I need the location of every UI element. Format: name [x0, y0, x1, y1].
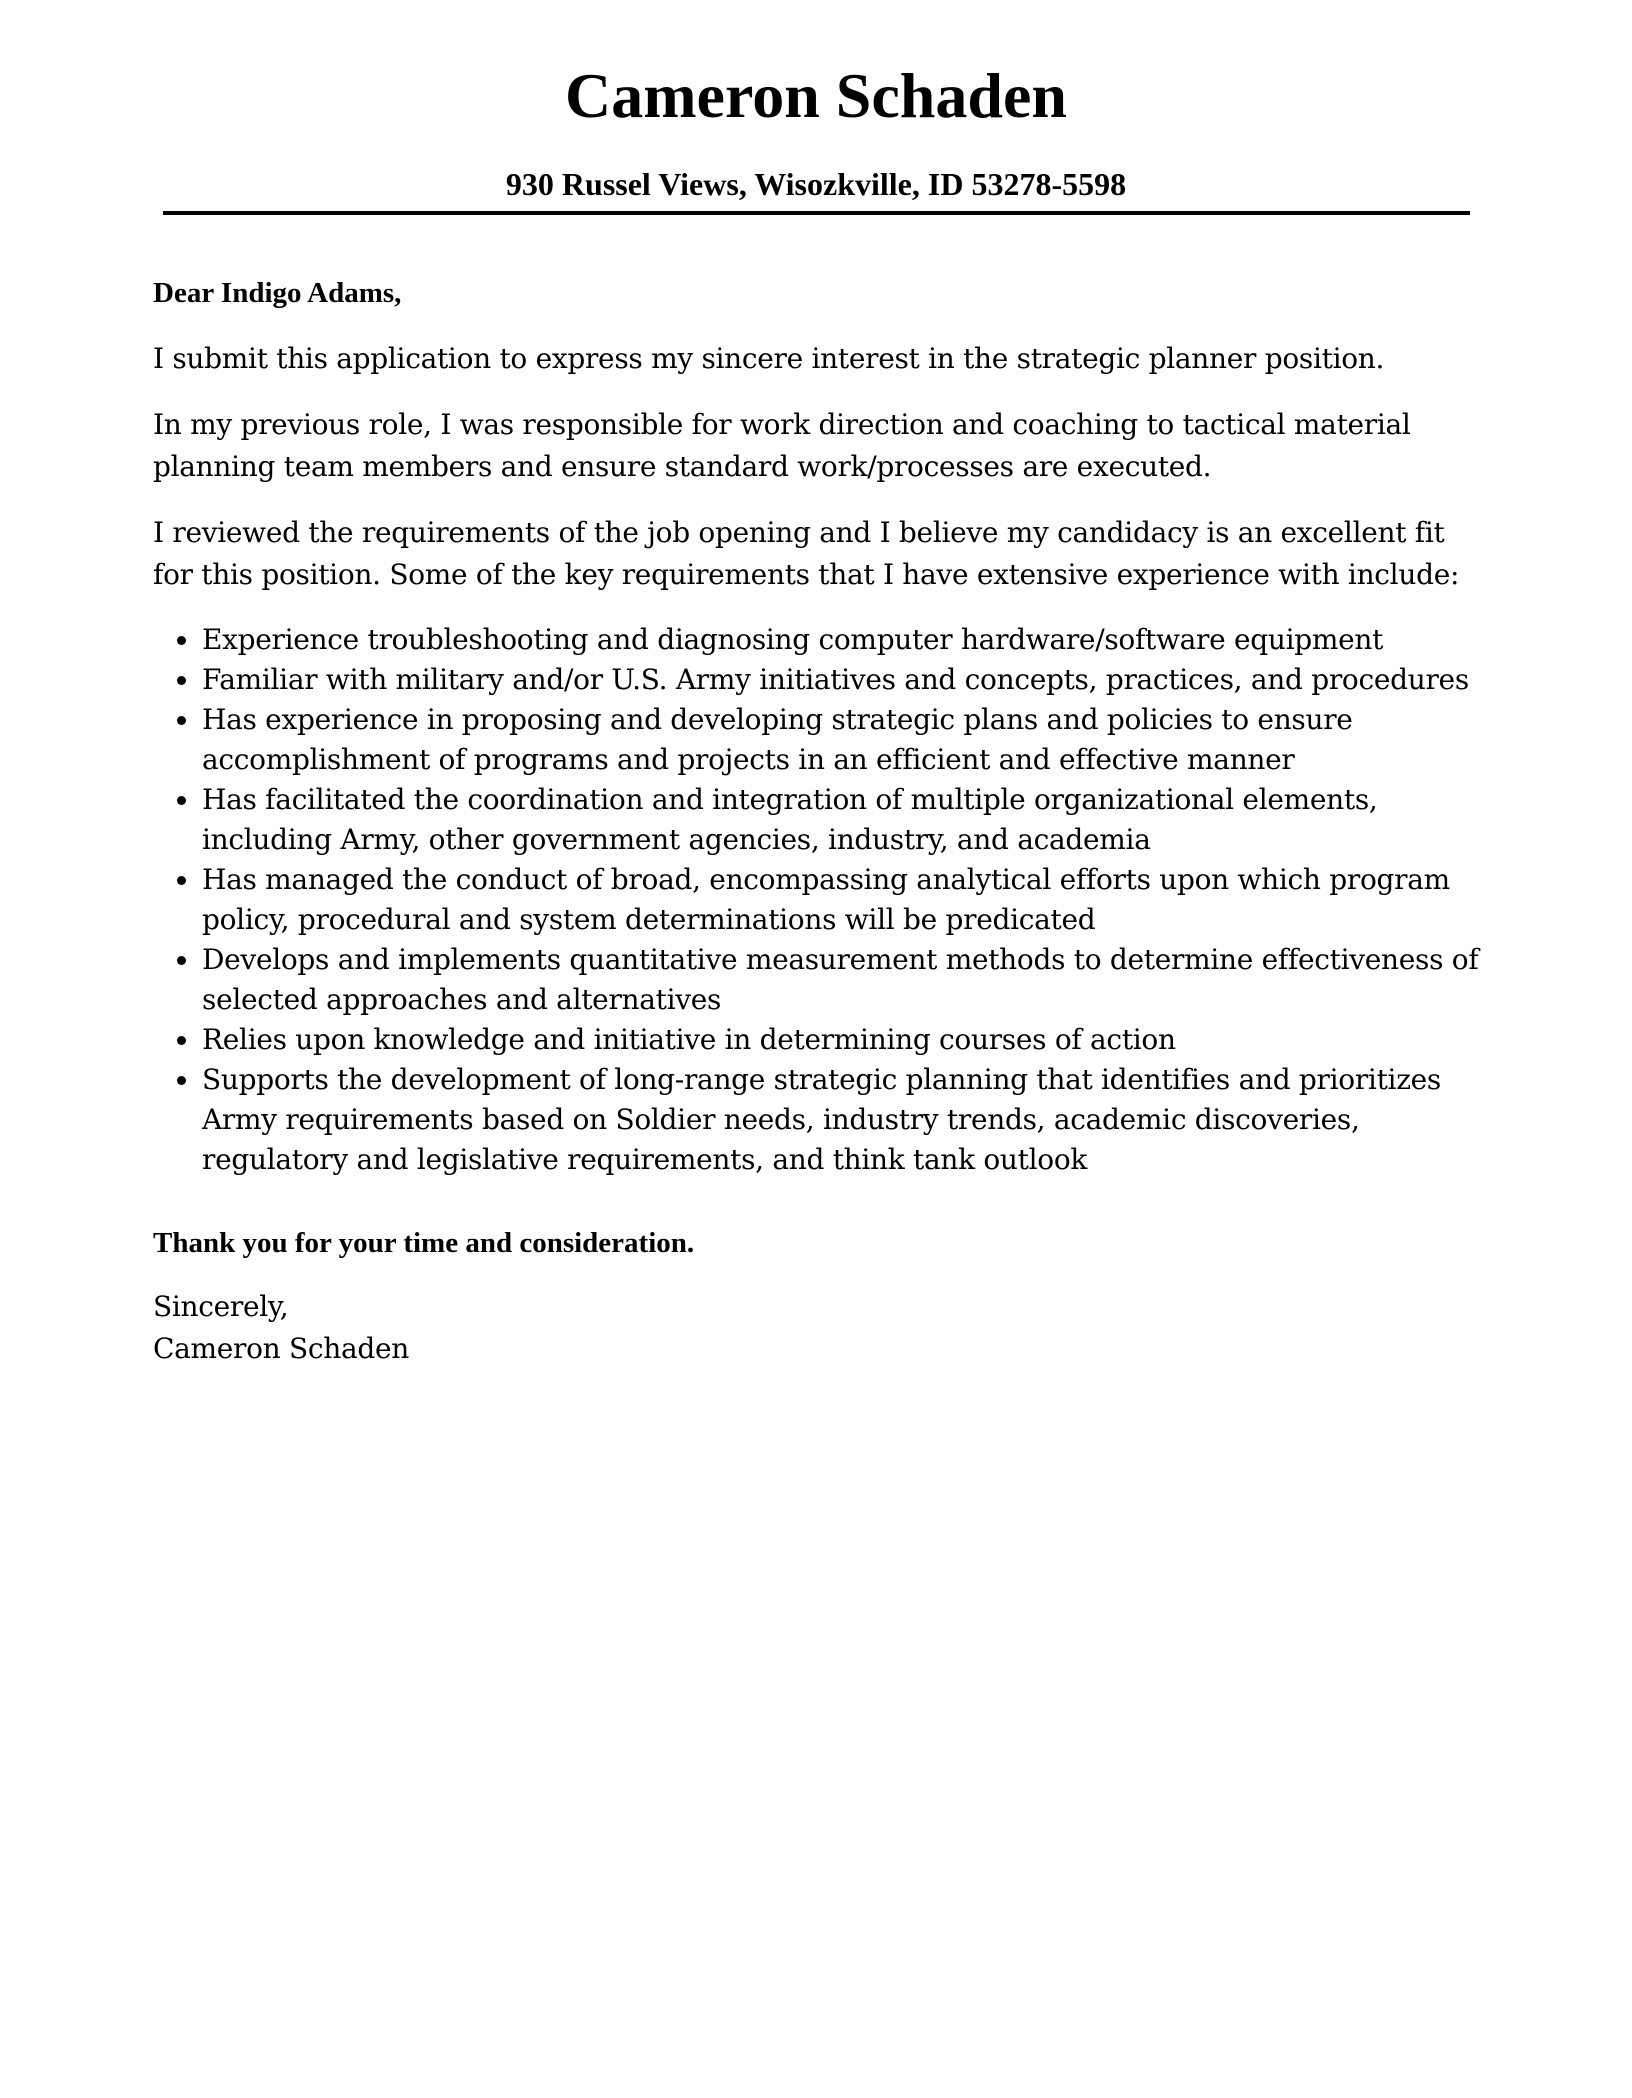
list-item [153, 940, 1483, 1020]
applicant-address: 930 Russel Views, Wisozkville, ID 53278-5598 [505, 166, 1127, 202]
letter-body [153, 272, 1483, 1370]
bullet-icon [177, 1036, 186, 1045]
list-item-text: Has experience in proposing and developing strategic plans and policies to ensure accomplishment of programs and projects in an efficient and effective manner [202, 703, 1353, 776]
list-item-text: Familiar with military and/or U.S. Army initiatives and concepts, practices, and procedures [202, 663, 1469, 696]
signature-name: Cameron Schaden [153, 1332, 410, 1365]
bullet-icon [177, 716, 186, 725]
list-item-text: Develops and implements quantitative measurement methods to determine effectiveness of selected approaches and alternatives [202, 943, 1479, 1016]
requirements-paragraph: I reviewed the requirements of the job opening and I believe my candidacy is an excellent fit for this position. Some of the key requirements that I have extensive experience with include: [153, 516, 1460, 591]
list-item [153, 700, 1483, 780]
list-item-text: Has facilitated the coordination and integration of multiple organizational elements, including Army, other government agencies, industry, and academia [202, 783, 1378, 856]
bullet-icon [177, 636, 186, 645]
list-item [153, 1020, 1483, 1060]
intro-paragraph: I submit this application to express my sincere interest in the strategic planner position. [153, 342, 1385, 375]
list-item [153, 860, 1483, 940]
list-item-text: Relies upon knowledge and initiative in determining courses of action [202, 1023, 1176, 1056]
bullet-icon [177, 956, 186, 965]
requirements-list [153, 620, 1483, 1180]
header-divider [163, 211, 1470, 215]
list-item [153, 780, 1483, 860]
experience-paragraph: In my previous role, I was responsible for work direction and coaching to tactical material planning team members and ensure standard work/processes are executed. [153, 408, 1411, 483]
list-item-text: Experience troubleshooting and diagnosing computer hardware/software equipment [202, 623, 1384, 656]
list-item [153, 660, 1483, 700]
signoff: Sincerely, [153, 1290, 289, 1323]
list-item-text: Has managed the conduct of broad, encompassing analytical efforts upon which program policy, procedural and system determinations will be predicated [202, 863, 1450, 936]
bullet-icon [177, 796, 186, 805]
bullet-icon [177, 676, 186, 685]
applicant-name: Cameron Schaden [565, 60, 1067, 131]
bullet-icon [177, 1076, 186, 1085]
bullet-icon [177, 876, 186, 885]
salutation: Dear Indigo Adams, [153, 277, 402, 309]
closing-line: Thank you for your time and consideration. [153, 1227, 695, 1259]
list-item-text: Supports the development of long-range strategic planning that identifies and prioritizes Army requirements based on Soldier needs, industry trends, academic discoveries, regulatory and legislative requirements, and think tank outlook [202, 1063, 1441, 1176]
list-item [153, 620, 1483, 660]
list-item [153, 1060, 1483, 1180]
